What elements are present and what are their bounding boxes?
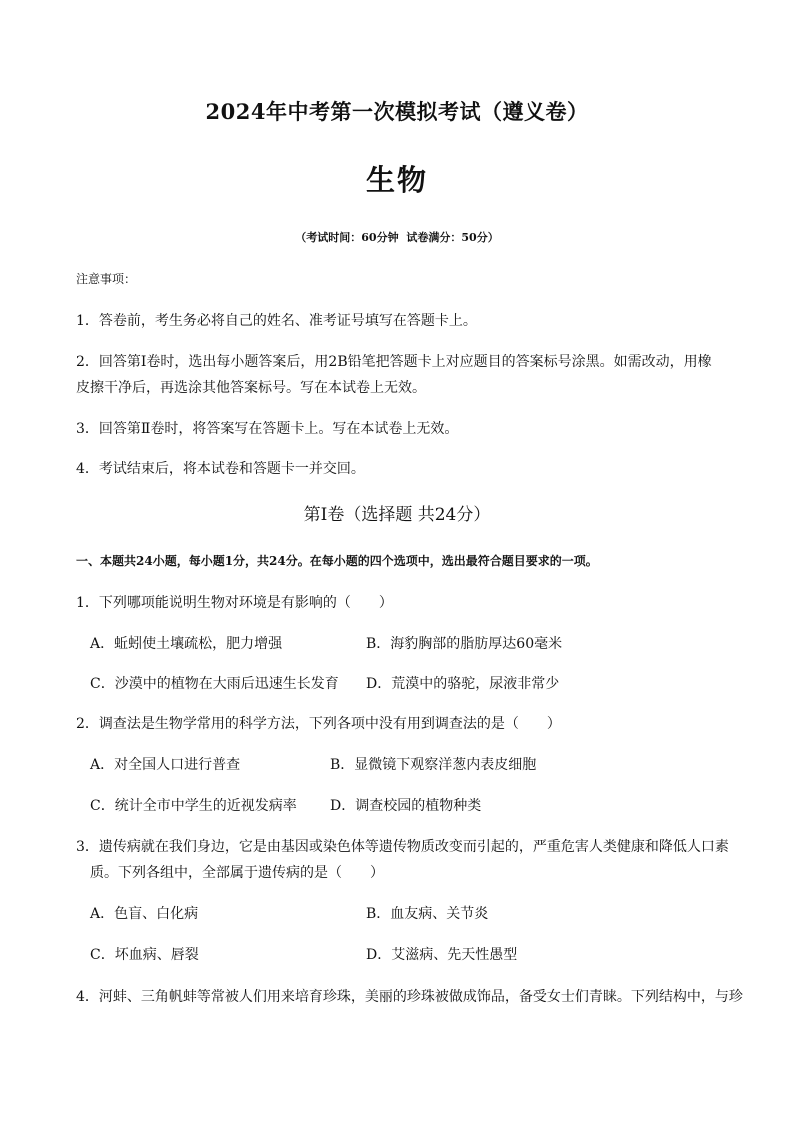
notice-item: 4．考试结束后，将本试卷和答题卡一并交回。 — [76, 461, 365, 477]
question-stem: 1．下列哪项能说明生物对环境是有影响的（ ） — [76, 595, 393, 611]
question-stem-continuation: 质。下列各组中，全部属于遗传病的是（ ） — [90, 865, 384, 881]
question-stem: 4．河蚌、三角帆蚌等常被人们用来培育珍珠，美丽的珍珠被做成饰品，备受女士们青睐。下列结构中，与珍 — [76, 989, 743, 1005]
subject-title: 生物 — [365, 163, 428, 197]
option-a: A．蚯蚓使土壤疏松，肥力增强 — [90, 636, 283, 652]
question-stem: 2．调查法是生物学常用的科学方法，下列各项中没有用到调查法的是（ ） — [76, 716, 561, 732]
section-instruction: 一、本题共24小题，每小题1分，共24分。在每小题的四个选项中，选出最符合题目要求的一项。 — [76, 554, 598, 568]
notice-item: 3．回答第Ⅱ卷时，将答案写在答题卡上。写在本试卷上无效。 — [76, 421, 459, 437]
option-c: C．沙漠中的植物在大雨后迅速生长发育 — [90, 676, 339, 692]
option-b: B．血友病、关节炎 — [366, 906, 489, 922]
notice-item: 1．答卷前，考生务必将自己的姓名、准考证号填写在答题卡上。 — [76, 313, 477, 329]
question-stem: 3．遗传病就在我们身边，它是由基因或染色体等遗传物质改变而引起的，严重危害人类健康和降低人口素 — [76, 839, 729, 855]
option-c: C．统计全市中学生的近视发病率 — [90, 798, 297, 814]
option-b: B．显微镜下观察洋葱内表皮细胞 — [330, 757, 537, 773]
section-title: 第Ⅰ卷（选择题 共24分） — [303, 505, 491, 525]
option-a: A．对全国人口进行普查 — [90, 757, 241, 773]
option-c: C．坏血病、唇裂 — [90, 947, 199, 963]
option-a: A．色盲、白化病 — [90, 906, 199, 922]
exam-meta: （考试时间：60分钟 试卷满分：50分） — [295, 231, 499, 244]
exam-title: 2024年中考第一次模拟考试（遵义卷） — [205, 99, 589, 124]
notice-heading: 注意事项： — [76, 272, 137, 286]
notice-item: 2．回答第Ⅰ卷时，选出每小题答案后，用2B铅笔把答题卡上对应题目的答案标号涂黑。如需改动，用橡 — [76, 354, 712, 370]
option-b: B．海豹胸部的脂肪厚达60毫米 — [366, 636, 563, 652]
option-d: D．调查校园的植物种类 — [330, 798, 482, 814]
option-d: D．荒漠中的骆驼，尿液非常少 — [366, 676, 560, 692]
option-d: D．艾滋病、先天性愚型 — [366, 947, 518, 963]
notice-item-continuation: 皮擦干净后，再选涂其他答案标号。写在本试卷上无效。 — [76, 380, 426, 396]
